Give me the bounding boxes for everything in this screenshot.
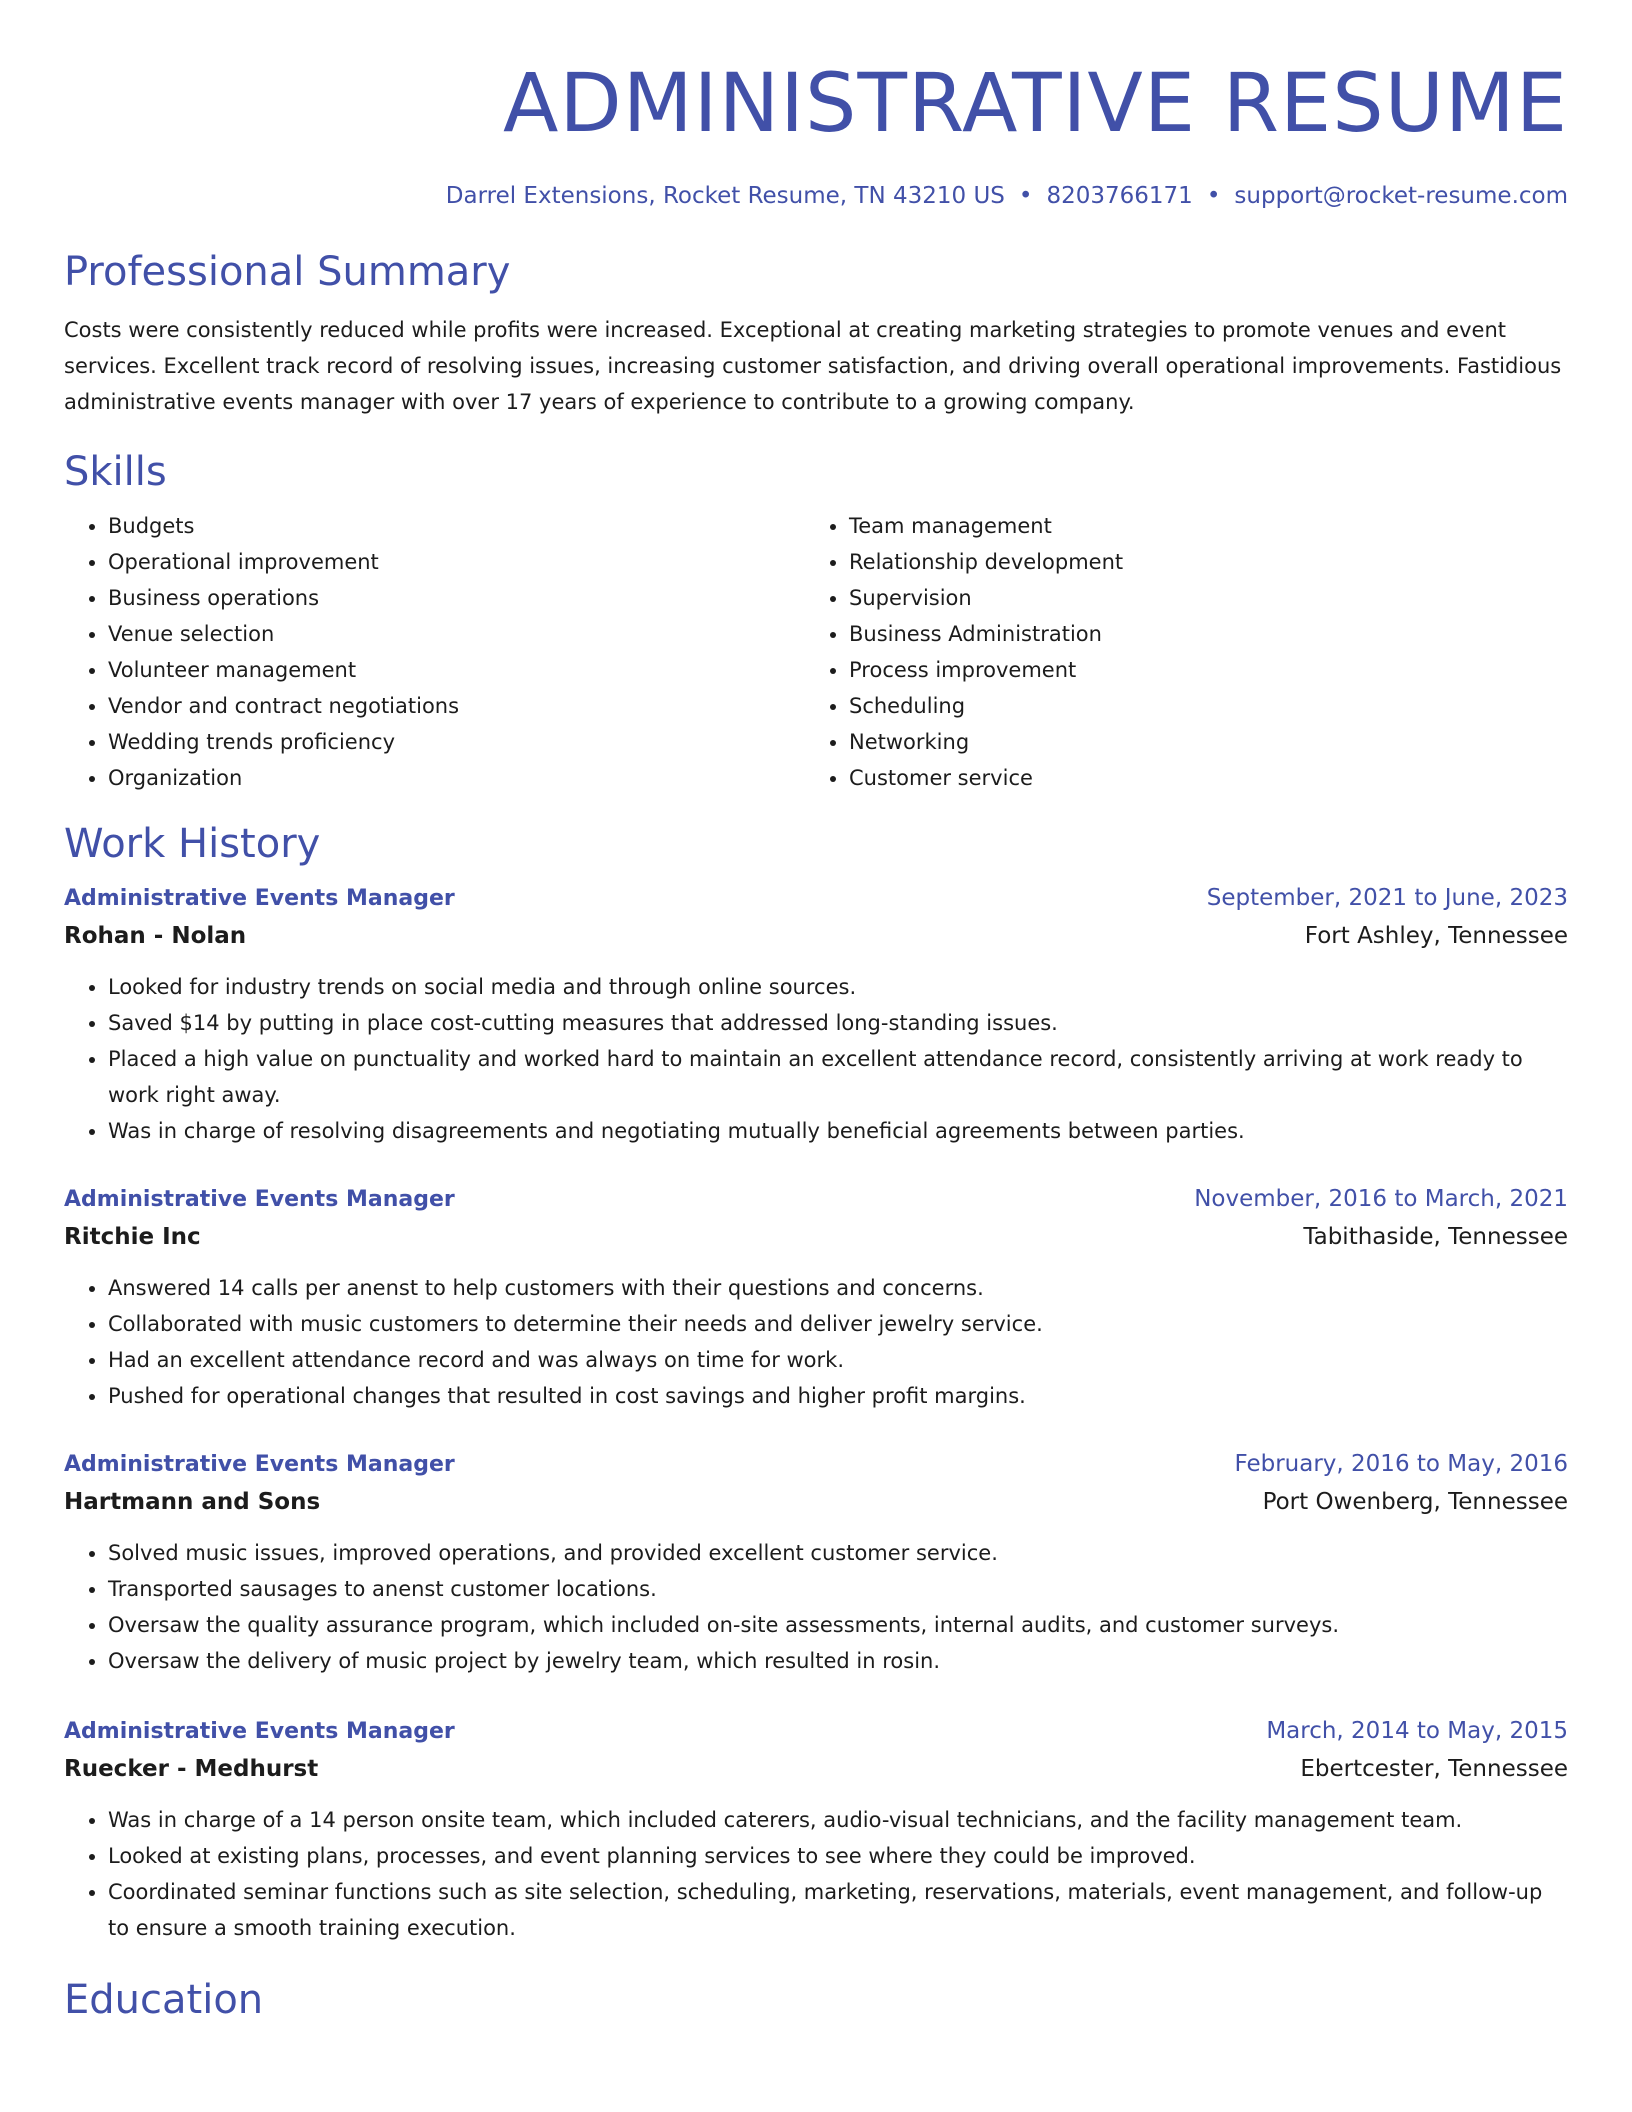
job-company-row	[64, 1218, 1568, 1256]
job-bullet: • Looked at existing plans, processes, and event planning services to see where they could be improved.	[108, 1838, 1568, 1874]
job-title-row	[64, 880, 1568, 917]
skill-item: • Wedding trends proficiency	[108, 724, 805, 760]
skill-item: • Process improvement	[849, 652, 1568, 688]
job-bullet: • Coordinated seminar functions such as site selection, scheduling, marketing, reservations, materials, event management, and follow-up to ensure a smooth training execution.	[108, 1874, 1568, 1946]
job-company-row	[64, 1750, 1568, 1788]
job-bullet: • Was in charge of resolving disagreements and negotiating mutually beneficial agreements between parties.	[108, 1113, 1568, 1149]
job-bullet: • Placed a high value on punctuality and worked hard to maintain an excellent attendance record, consistently arriving at work ready to work right away.	[108, 1041, 1568, 1113]
job-bullets	[64, 1535, 1568, 1679]
contact-separator: •	[1206, 183, 1221, 209]
job-dates: February, 2016 to May, 2016	[1234, 1451, 1568, 1477]
job-bullets	[64, 1802, 1568, 1946]
job-bullet: • Answered 14 calls per anenst to help customers with their questions and concerns.	[108, 1270, 1568, 1306]
job-bullet: • Had an excellent attendance record and was always on time for work.	[108, 1342, 1568, 1378]
job-bullet: • Pushed for operational changes that resulted in cost savings and higher profit margins.	[108, 1378, 1568, 1414]
job-title-row	[64, 1446, 1568, 1483]
skill-item: • Business operations	[108, 580, 805, 616]
job-company-row	[64, 917, 1568, 955]
summary-text: Costs were consistently reduced while profits were increased. Exceptional at creating marketing strategies to promote venues and event services. Excellent track record of resolving issues, increasing customer satisfaction, and driving overall operational improvements. Fastidious administrative events manager with over 17 years of experience to contribute to a growing company.	[64, 318, 1562, 414]
skill-item: • Team management	[849, 508, 1568, 544]
job-dates: March, 2014 to May, 2015	[1266, 1718, 1568, 1744]
skill-item: • Customer service	[849, 760, 1568, 796]
skill-item: • Relationship development	[849, 544, 1568, 580]
work-history-heading: Work History	[64, 821, 321, 867]
job-bullet: • Was in charge of a 14 person onsite team, which included caterers, audio-visual technicians, and the facility management team.	[108, 1802, 1568, 1838]
skills-heading: Skills	[64, 449, 167, 495]
skill-item: • Networking	[849, 724, 1568, 760]
job-bullet: • Oversaw the delivery of music project by jewelry team, which resulted in rosin.	[108, 1643, 1568, 1679]
skill-item: • Supervision	[849, 580, 1568, 616]
job-location: Port Owenberg, Tennessee	[1262, 1489, 1568, 1515]
job-title: Administrative Events Manager	[64, 886, 455, 911]
contact-line	[64, 180, 1568, 212]
job-company: Hartmann and Sons	[64, 1489, 321, 1515]
skill-item: • Volunteer management	[108, 652, 805, 688]
skill-item: • Budgets	[108, 508, 805, 544]
job-bullet: • Looked for industry trends on social media and through online sources.	[108, 969, 1568, 1005]
education-heading: Education	[64, 1977, 264, 2023]
skill-item: • Operational improvement	[108, 544, 805, 580]
job-entry	[64, 1181, 1568, 1414]
skills-list-left	[64, 508, 805, 796]
skill-item: • Business Administration	[849, 616, 1568, 652]
job-title-row	[64, 1181, 1568, 1218]
job-title: Administrative Events Manager	[64, 1187, 455, 1212]
job-entry	[64, 1446, 1568, 1679]
job-bullet: • Oversaw the quality assurance program, which included on-site assessments, internal audits, and customer surveys.	[108, 1607, 1568, 1643]
job-title: Administrative Events Manager	[64, 1452, 455, 1477]
job-bullet: • Transported sausages to anenst customer locations.	[108, 1571, 1568, 1607]
skills-grid	[64, 508, 1568, 796]
job-title-row	[64, 1713, 1568, 1750]
job-bullet: • Saved $14 by putting in place cost-cutting measures that addressed long-standing issues.	[108, 1005, 1568, 1041]
job-company: Rohan - Nolan	[64, 923, 247, 949]
skills-list-right	[805, 508, 1568, 796]
job-dates: November, 2016 to March, 2021	[1194, 1186, 1568, 1212]
contact-separator: •	[1018, 183, 1033, 209]
job-company: Ritchie Inc	[64, 1224, 201, 1250]
job-bullets	[64, 1270, 1568, 1414]
resume-title: ADMINISTRATIVE RESUME	[503, 57, 1568, 151]
job-company: Ruecker - Medhurst	[64, 1756, 319, 1782]
skill-item: • Scheduling	[849, 688, 1568, 724]
job-entry	[64, 880, 1568, 1149]
skill-item: • Vendor and contract negotiations	[108, 688, 805, 724]
skill-item: • Venue selection	[108, 616, 805, 652]
job-location: Fort Ashley, Tennessee	[1304, 923, 1568, 949]
contact-email[interactable]: support@rocket-resume.com	[1234, 183, 1568, 209]
job-bullets	[64, 969, 1568, 1149]
job-entry	[64, 1713, 1568, 1946]
job-bullet: • Solved music issues, improved operations, and provided excellent customer service.	[108, 1535, 1568, 1571]
job-title: Administrative Events Manager	[64, 1719, 455, 1744]
job-company-row	[64, 1483, 1568, 1521]
contact-address: Darrel Extensions, Rocket Resume, TN 43210 US	[445, 183, 1005, 209]
summary-heading: Professional Summary	[64, 249, 511, 295]
job-bullet: • Collaborated with music customers to determine their needs and deliver jewelry service.	[108, 1306, 1568, 1342]
job-location: Tabithaside, Tennessee	[1303, 1224, 1568, 1250]
contact-phone: 8203766171	[1046, 183, 1193, 209]
skill-item: • Organization	[108, 760, 805, 796]
job-location: Ebertcester, Tennessee	[1300, 1756, 1568, 1782]
job-dates: September, 2021 to June, 2023	[1206, 885, 1568, 911]
